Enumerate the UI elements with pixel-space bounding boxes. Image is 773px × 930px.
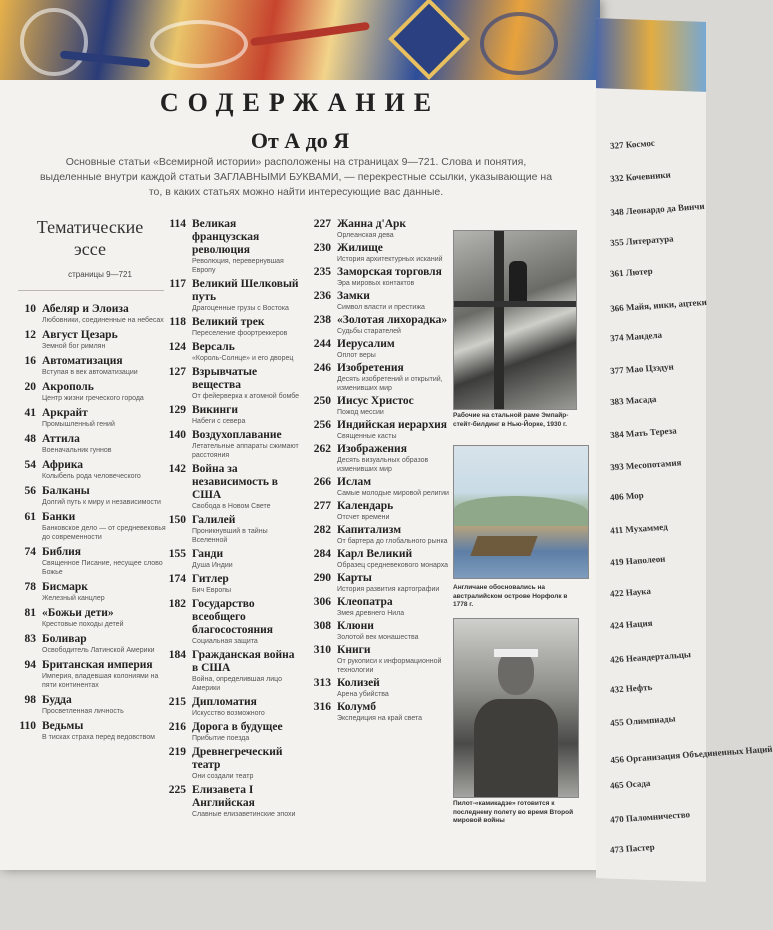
entry-page-number: 216 [168,721,186,733]
entry-page-number: 98 [24,694,36,706]
entry-description: Промышленный гений [42,421,115,428]
entry-page-number: 155 [168,548,186,560]
entry-title: Ганди [192,548,224,560]
decorative-banner [0,0,600,80]
contents-entry [305,524,453,546]
contents-entry [305,395,453,417]
photo-kamikaze-pilot [453,618,579,798]
contents-entry [160,598,300,646]
entry-page-number: 78 [24,581,36,593]
painting-norfolk-island [453,445,589,579]
contents-entry [160,514,300,545]
contents-entry [160,746,300,781]
entry-title: Жилище [337,242,383,254]
contents-entry [305,500,453,522]
contents-entry [305,443,453,474]
entry-title: Ислам [337,476,372,488]
entry-title: Балканы [42,485,90,497]
contents-entry [10,485,170,507]
entry-page-number: 127 [168,366,186,378]
entry-description: Социальная защита [192,638,258,645]
caption-photo-3: Пилот-«камикадзе» готовится к последнему полету во время Второй мировой войны [453,800,574,824]
entry-title: Капитализм [337,524,402,536]
entry-description: Золотой век монашества [337,634,419,641]
entry-description: «Король-Солнце» и его дворец [192,355,294,362]
entry-title: Книги [337,644,371,656]
page-subtitle: От А до Я [250,128,350,153]
entry-description: Эра мировых контактов [337,280,415,287]
contents-entry [10,303,170,325]
entry-description: Освободитель Латинской Америки [42,647,155,654]
adjacent-page-entry: 426 Неандертальцы [609,649,692,665]
adjacent-page-entry: 355 Литература [609,233,674,248]
entry-description: Империя, владевшая колониями на пяти континентах [42,673,159,689]
contents-entry [305,572,453,594]
contents-entry [305,620,453,642]
entry-description: Летательные аппараты сжимают расстояния [192,443,299,459]
entry-page-number: 284 [313,548,331,560]
caption-photo-2: Англичане обосновались на австралийском острове Норфолк в 1778 г. [453,584,568,608]
entry-title: Карл Великий [337,548,413,560]
adjacent-page-entry: 456 Организация Объединенных Наций [609,743,773,766]
entry-title: Заморская торговля [337,266,442,278]
contents-entry [10,329,170,351]
entry-page-number: 48 [24,433,36,445]
adjacent-page-entry: 383 Масада [609,393,657,407]
entry-title: Библия [42,546,81,558]
entry-title: Гражданская война в США [192,649,295,674]
entry-description: Образец средневекового монарха [337,562,449,569]
contents-entry [160,649,300,693]
entry-page-number: 140 [168,429,186,441]
entry-title: Колизей [337,677,380,689]
entry-page-number: 225 [168,784,186,796]
entry-page-number: 282 [313,524,331,536]
adjacent-page-entry: 455 Олимпиады [609,713,676,728]
entry-title: Банки [42,511,76,523]
entry-description: Военачальник гуннов [42,447,112,454]
entry-page-number: 227 [313,218,331,230]
entry-description: Самые молодые мировой религии [337,490,449,497]
adjacent-page-entry: 384 Мать Тереза [609,425,678,441]
entry-page-number: 246 [313,362,331,374]
entry-page-number: 182 [168,598,186,610]
entry-description: В тисках страха перед ведовством [42,734,155,741]
entry-page-number: 250 [313,395,331,407]
entry-page-number: 310 [313,644,331,656]
entry-page-number: 313 [313,677,331,689]
contents-entry [160,366,300,401]
entry-title: Викинги [192,404,239,416]
entry-title: Колумб [337,701,376,713]
entry-page-number: 306 [313,596,331,608]
adjacent-page-entry: 327 Космос [609,137,656,151]
photo-empire-state-workers [453,230,577,410]
contents-entry [305,362,453,393]
contents-entry [10,607,170,629]
entry-description: История развития картографии [337,586,440,593]
contents-entry [305,266,453,288]
entry-title: «Золотая лихорадка» [337,314,448,326]
contents-column-1 [10,303,170,746]
entry-title: Жанна д'Арк [337,218,407,230]
contents-entry [305,644,453,675]
entry-page-number: 230 [313,242,331,254]
entry-description: От фейерверка к атомной бомбе [192,393,300,400]
entry-description: Центр жизни греческого города [42,395,144,402]
entry-page-number: 124 [168,341,186,353]
entry-title: Дорога в будущее [192,721,283,733]
page-title: СОДЕРЖАНИЕ [159,88,441,117]
entry-description: Судьбы старателей [337,328,401,335]
entry-page-number: 238 [313,314,331,326]
adjacent-page-entry: 424 Нация [609,617,653,631]
contents-column-2 [160,218,300,822]
contents-entry [160,278,300,313]
contents-entry [160,316,300,338]
entry-title: Государство всеобщего благосостояния [192,598,274,636]
contents-entry [160,784,300,819]
entry-page-number: 215 [168,696,186,708]
entry-title: Абеляр и Элоиза [42,303,129,315]
entry-description: Любовники, соединенные на небесах [42,317,164,324]
entry-description: Война, определившая лицо Америки [192,676,282,692]
entry-page-number: 83 [24,633,36,645]
entry-description: От бартера до глобального рынка [337,538,448,545]
entry-description: Десять изобретений и открытий, изменивших мир [337,376,443,392]
entry-description: Змея древнего Нила [337,610,405,617]
entry-page-number: 266 [313,476,331,488]
entry-title: Великий Шелковый путь [192,278,299,303]
contents-entry [10,433,170,455]
entry-title: Аттила [42,433,80,445]
entry-description: Символ власти и престижа [337,304,425,311]
entry-page-number: 61 [24,511,36,523]
contents-entry [160,573,300,595]
entry-title: Аркрайт [42,407,88,419]
entry-title: Древнегреческий театр [192,746,283,771]
contents-entry [305,548,453,570]
entry-page-number: 16 [24,355,36,367]
entry-title: Война за независимость в США [192,463,279,501]
contents-entry [305,314,453,336]
entry-description: Священные касты [337,433,397,440]
entry-description: Славные елизаветинские эпохи [192,811,296,818]
entry-page-number: 277 [313,500,331,512]
adjacent-page-entry: 411 Мухаммед [609,521,669,536]
entry-title: Замки [337,290,370,302]
entry-title: Клюни [337,620,374,632]
entry-page-number: 235 [313,266,331,278]
entry-description: Орлеанская дева [337,232,394,239]
entry-title: Гитлер [192,573,229,585]
contents-entry [160,341,300,363]
entry-page-number: 262 [313,443,331,455]
contents-entry [305,338,453,360]
contents-entry [160,463,300,511]
entry-title: Иисус Христос [337,395,414,407]
entry-title: Изобретения [337,362,404,374]
entry-description: Пожод мессии [337,409,384,416]
entry-title: Версаль [192,341,235,353]
adjacent-page-entry: 406 Мор [609,489,645,503]
entry-description: Десять визуальных образов изменивших мир [337,457,429,473]
contents-entry [10,581,170,603]
adjacent-page-entry: 432 Нефть [609,681,653,695]
entry-description: Священное Писание, несущее слово Божье [42,560,163,576]
entry-title: «Божьи дети» [42,607,114,619]
entry-title: Акрополь [42,381,94,393]
adjacent-page [596,18,773,882]
entry-page-number: 110 [19,720,36,732]
caption-photo-1: Рабочие на стальной раме Эмпайр-стейт-билдинг в Нью-Йорке, 1930 г. [453,412,569,428]
entry-page-number: 236 [313,290,331,302]
entry-page-number: 150 [168,514,186,526]
contents-entry [10,407,170,429]
contents-entry [160,429,300,460]
entry-title: Елизавета I Английская [192,784,255,809]
entry-title: Иерусалим [337,338,395,350]
entry-description: Драгоценные грузы с Востока [192,305,289,312]
entry-description: Железный канцлер [42,595,105,602]
entry-description: Переселение фоортреккеров [192,330,288,337]
entry-description: Земной бог римлян [42,343,106,350]
contents-entry [10,355,170,377]
contents-entry [10,633,170,655]
adjacent-page-entry: 332 Кочевники [609,169,672,184]
entry-page-number: 129 [168,404,186,416]
contents-entry [160,548,300,570]
entry-title: Будда [42,694,72,706]
contents-entry [10,381,170,403]
entry-page-number: 219 [168,746,186,758]
entry-title: Дипломатия [192,696,257,708]
adjacent-page-entry: 361 Лютер [609,265,654,279]
contents-entry [160,404,300,426]
entry-title: Великая французская революция [192,218,260,256]
entry-title: Индийская иерархия [337,419,447,431]
contents-entry [10,511,170,542]
entry-title: Клеопатра [337,596,393,608]
contents-entry [10,546,170,577]
entry-page-number: 308 [313,620,331,632]
contents-entry [305,218,453,240]
entry-title: Бисмарк [42,581,88,593]
contents-entry [10,720,170,742]
entry-page-number: 56 [24,485,36,497]
entry-page-number: 81 [24,607,36,619]
entry-title: Африка [42,459,84,471]
entry-page-number: 244 [313,338,331,350]
adjacent-page-banner [596,18,706,92]
contents-entry [160,696,300,718]
entry-page-number: 12 [24,329,36,341]
adjacent-page-entry: 422 Наука [609,585,652,599]
entry-page-number: 118 [169,316,186,328]
entry-description: Оплот веры [337,352,376,359]
entry-title: Боливар [42,633,87,645]
entry-page-number: 316 [313,701,331,713]
entry-page-number: 256 [313,419,331,431]
entry-title: Ведьмы [42,720,84,732]
entry-page-number: 20 [24,381,36,393]
entry-description: Долгий путь к миру и независимости [42,499,161,506]
adjacent-page-entry: 473 Пастер [609,841,656,855]
entry-page-number: 10 [24,303,36,315]
adjacent-page-entry: 470 Паломничество [609,809,691,825]
entry-page-number: 54 [24,459,36,471]
entry-title: Великий трек [192,316,265,328]
entry-description: Экспедиция на край света [337,715,423,722]
contents-entry [305,476,453,498]
entry-description: Они создали театр [192,773,254,780]
entry-title: Автоматизация [42,355,123,367]
entry-description: История архитектурных исканий [337,256,443,263]
adjacent-page-entry: 393 Месопотамия [609,457,682,473]
entry-title: Календарь [337,500,394,512]
entry-description: Колыбель рода человеческого [42,473,141,480]
entry-description: Набеги с севера [192,418,246,425]
essays-pages: страницы 9—721 [68,270,132,279]
entry-title: Август Цезарь [42,329,118,341]
entry-description: Искусство возможного [192,710,265,717]
entry-page-number: 142 [168,463,186,475]
entry-description: Революция, перевернувшая Европу [192,258,284,274]
entry-description: Свобода в Новом Свете [192,503,271,510]
entry-description: Просветленная личность [42,708,124,715]
entry-title: Британская империя [42,659,153,671]
contents-entry [305,677,453,699]
contents-entry [10,659,170,690]
entry-description: Душа Индии [192,562,233,569]
contents-entry [160,218,300,275]
adjacent-page-entry: 465 Осада [609,777,651,791]
entry-page-number: 117 [169,278,186,290]
entry-title: Воздухоплавание [192,429,282,441]
intro-text: Основные статьи «Всемирной истории» расположены на страницах 9—721. Слова и понятия, выделенные внутри каждой статьи ЗАГЛАВНЫМИ БУКВАМИ, — перекрестные ссылки, указывающие на то, в каких статьях можно найти интересующие вас данные. [39,156,553,198]
adjacent-page-entry: 374 Мандела [609,329,663,344]
contents-entry [305,596,453,618]
contents-entry [160,721,300,743]
adjacent-page-entry: 348 Леонардо да Винчи [609,200,705,218]
entry-page-number: 41 [24,407,36,419]
contents-entry [10,694,170,716]
adjacent-page-entry: 419 Наполеон [609,553,666,568]
entry-page-number: 74 [24,546,36,558]
adjacent-page-entry: 377 Мао Цзэдун [609,361,675,376]
entry-description: Крестовые походы детей [42,621,124,628]
entry-description: От рукописи к информационной технологии [337,658,442,674]
entry-title: Изображения [337,443,407,455]
entry-description: Банковское дело — от средневековья до современности [42,525,166,541]
entry-page-number: 94 [24,659,36,671]
entry-page-number: 290 [313,572,331,584]
contents-column-3 [305,218,453,725]
contents-entry [305,419,453,441]
adjacent-page-entry: 366 Майя, инки, ацтеки [609,296,708,314]
entry-page-number: 184 [168,649,186,661]
essays-heading: Тематические эссе [36,217,144,259]
entry-description: Арена убийства [337,691,389,698]
entry-page-number: 114 [169,218,186,230]
contents-entry [10,459,170,481]
entry-title: Галилей [192,514,236,526]
divider [18,290,164,291]
contents-entry [305,242,453,264]
contents-entry [305,701,453,723]
entry-title: Карты [337,572,372,584]
entry-description: Бич Европы [192,587,232,594]
contents-entry [305,290,453,312]
entry-page-number: 174 [168,573,186,585]
entry-description: Проникнувший в тайны Вселенной [192,528,268,544]
entry-description: Прибытие поезда [192,735,250,742]
entry-title: Взрывчатые вещества [192,366,258,391]
entry-description: Отсчет времени [337,514,390,521]
entry-description: Вступая в век автоматизации [42,369,138,376]
